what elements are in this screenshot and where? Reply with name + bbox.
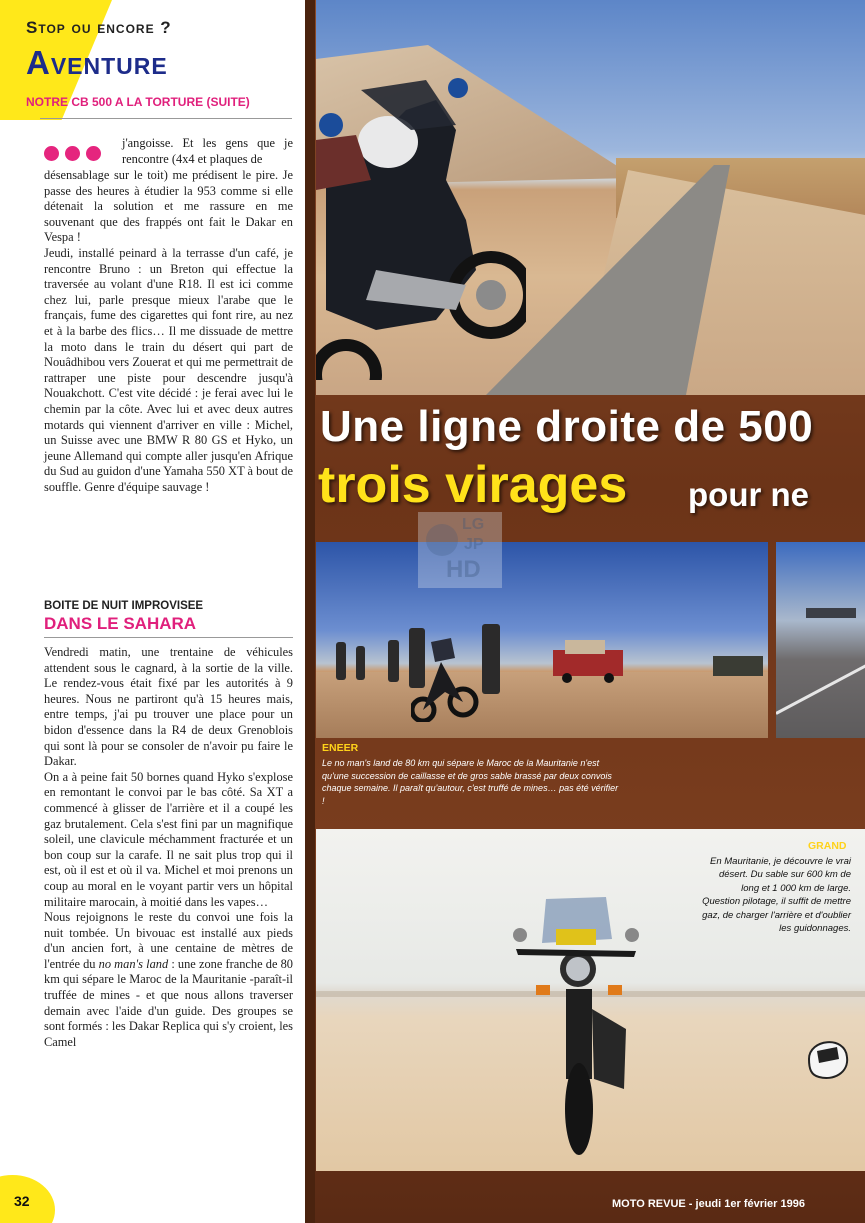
body-paragraph: Nous rejoignons le reste du convoi une fois la nuit tombée. Un bivouac est installé aux pieds d'un ancien fort, à une centaine de mètres de l'entrée du no man's land : une zone franche de 80 km qui sépare le Maroc de la Mauritanie -paraît-il truffée de mines - et que nous allons traverser demain avec l'aide d'un guide. Des groupes se sont formés : les Dakar Replica qui s'y croient, les Camel <box>44 910 293 1049</box>
photo-coast-road-motorbike <box>316 0 865 395</box>
person-figure <box>356 646 365 680</box>
body-paragraph-group-1 <box>44 168 293 495</box>
rubric-title: Aventure <box>26 44 168 81</box>
body-paragraph: Vendredi matin, une trentaine de véhicules attendent sous le cagnard, à la sortie de la ville. Le rendez-vous était fixé par les autorités à 9 heures. Nous ne partiront qu'à 15 heures mais, entre temps, j'ai pu trouver une place pour un bidon d'essence dans la R4 de deux Grenoblois qui sont là pour se consoler de n'avoir pu faire le Dakar. <box>44 645 293 769</box>
intro-line: j'angoisse. Et les gens que je rencontre (4x4 et plaques de <box>122 136 293 166</box>
helmet-icon <box>803 1029 851 1083</box>
header-divider <box>40 118 292 119</box>
person-figure <box>388 640 399 682</box>
person-figure <box>482 624 500 694</box>
photo-road-side <box>776 542 865 738</box>
body-paragraph: Jeudi, installé peinard à la terrasse d'un café, je rencontre Bruno : un Breton qui effectue la traversée au volant d'une R18. Il est ici comme chez lui, parle presque mieux l'arabe que le français, fume des cigarettes qui font rire, au nez et à la barbe des flics… Il me dissuade de mettre la moto dans le train du désert qui part de Nouâdhibou vers Zouerat et qui me permettrait de rattraper une piste pour descendre jusqu'à Nouakchott. C'est vite décidé : je ferai avec lui le chemin par la côte. Avec lui et avec deux autres motards qui viennent d'arriver en ville : Michel, un Suisse avec une BMW R 80 GS et Hyko, un jeune Allemand qui compte aller jusqu'en Afrique du Sud au guidon d'une Yamaha 550 XT à bout de souffle. Genre d'équipe sauvage ! <box>44 245 293 494</box>
vehicle-icon <box>551 638 631 683</box>
text-column <box>0 0 305 1223</box>
italic-term: no man's land <box>98 956 169 971</box>
headline-line-1: Une ligne droite de 500 <box>320 402 814 451</box>
article-subtitle: NOTRE CB 500 A LA TORTURE (SUITE) <box>26 95 250 109</box>
column-separator <box>305 0 315 1223</box>
motorbike-icon <box>316 70 526 380</box>
body-paragraph-group-2 <box>44 645 293 1050</box>
motorbike-icon <box>411 622 481 722</box>
photo-caption: En Mauritanie, je découvre le vrai désert. Du sable sur 600 km de long et 1 000 km de large. Question pilotage, il suffit de mettre gaz, de charger l'arrière et d'oublier les guidonnages. <box>702 856 851 935</box>
motorbike-icon <box>506 889 656 1159</box>
caption-kicker: GRAND <box>808 840 847 852</box>
publication-footer: MOTO REVUE - jeudi 1er février 1996 <box>612 1198 805 1210</box>
vehicle-icon <box>806 608 856 618</box>
headline-line-2: trois virages <box>318 456 628 514</box>
section-divider <box>44 637 293 638</box>
watermark-logo: LG JP HD <box>416 510 504 590</box>
photo-convoy-no-mans-land <box>316 542 768 738</box>
body-paragraph: désensablage sur le toit) me prédisent le pire. Je passe des heures à étudier la 953 comme si elle détenait la solution et me rassure en me souvenant que des frappés ont fait le Dakar en Vespa ! <box>44 168 293 245</box>
caption-kicker: ENEER <box>322 742 359 754</box>
person-figure <box>336 642 346 680</box>
page-number: 32 <box>14 1193 30 1209</box>
section-kicker: BOITE DE NUIT IMPROVISEE <box>44 600 204 612</box>
photo-caption: Le no man's land de 80 km qui sépare le Maroc de la Mauritanie n'est qu'une succession de caillasse et de gros sable brassé par deux convois chaque semaine. Il paraît qu'autour, c'est truffé de mines… pas été vérifier ! <box>322 758 619 806</box>
headline-line-3: pour ne <box>688 476 809 513</box>
rubric-kicker: Stop ou encore ? <box>26 18 172 37</box>
body-paragraph: On a à peine fait 50 bornes quand Hyko s'explose en remontant le convoi par le bas côté. Sa XT a commencé à glisser de l'arrière et il a coupé les gaz brutalement. Cela s'est fini par un magnifique soleil, une clavicule méchamment fracturée et un bon coup sur la carafe. Il ne sait plus trop qui il est, où il est et où il va. Michel et moi prenons un coup au moral en le voyant partir vers un hôpital militaire marocain, à moitié dans les vapes… <box>44 769 293 909</box>
headline <box>318 402 865 537</box>
vehicle-icon <box>711 650 766 680</box>
continuation-dots-icon <box>44 146 101 161</box>
section-title: DANS LE SAHARA <box>44 614 197 633</box>
